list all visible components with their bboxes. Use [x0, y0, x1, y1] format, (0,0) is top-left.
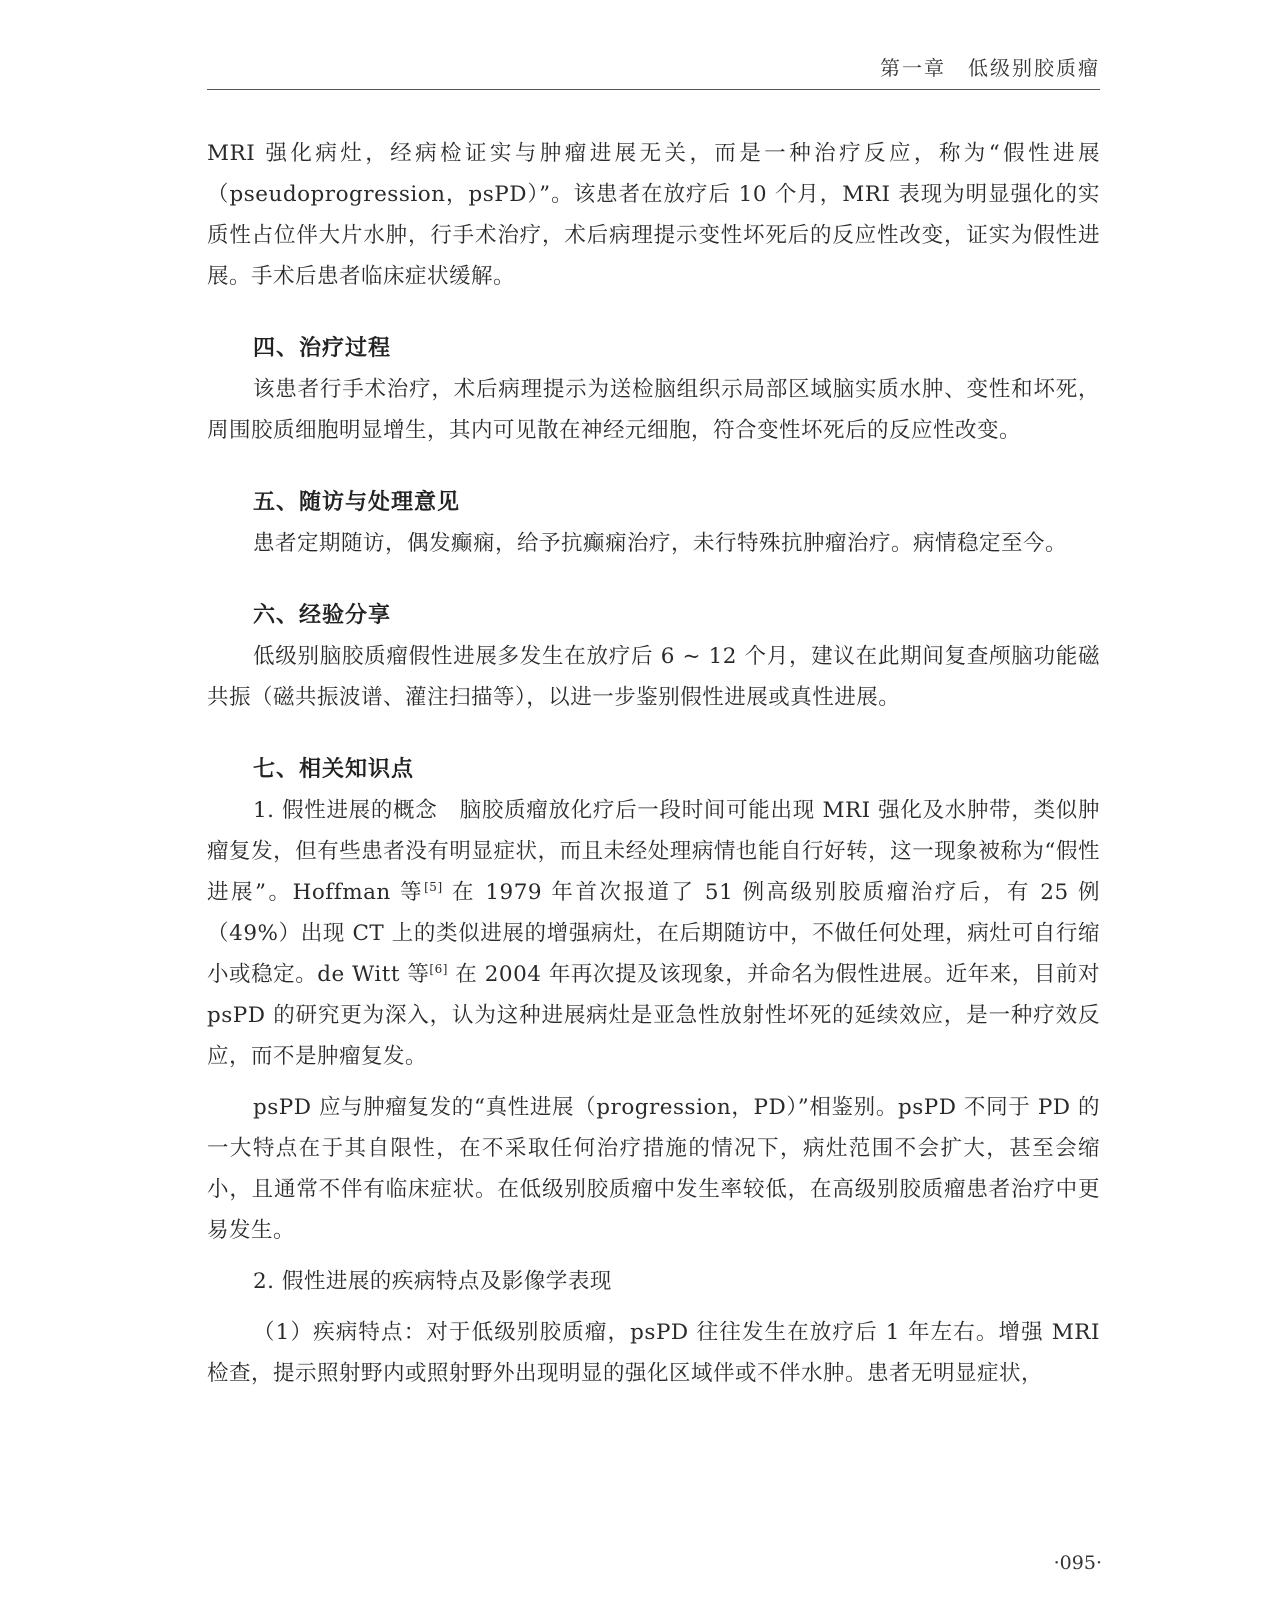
section-heading-treatment: 四、治疗过程 [253, 336, 392, 361]
page-content [207, 133, 1100, 1394]
paragraph-subheading-features: 2. 假性进展的疾病特点及影像学表现 [253, 1269, 612, 1294]
reference-6: [6] [429, 961, 448, 976]
section-heading-followup: 五、随访与处理意见 [253, 490, 461, 515]
page-number: ·095· [1053, 1552, 1102, 1574]
paragraph-pseudoprogression-concept [207, 790, 1100, 1077]
concept-text-part-3: 在 2004 年再次提及该现象，并命名为假性进展。近年来，目前对 psPD 的研究更为深入，认为这种进展病灶是亚急性放射性坏死的延续效应，是一种疗效反应，而不是肿瘤复发。 [207, 962, 1100, 1069]
reference-5: [5] [424, 879, 443, 894]
paragraph-intro: MRI 强化病灶，经病检证实与肿瘤进展无关，而是一种治疗反应，称为“假性进展（pseudoprogression，psPD）”。该患者在放疗后 10 个月，MRI 表现为明显强化的实质性占位伴大片水肿，行手术治疗，术后病理提示变性坏死后的反应性改变，证实为假性进展。手术后患者临床症状缓解。 [207, 141, 1100, 289]
paragraph-followup: 患者定期随访，偶发癫痫，给予抗癫痫治疗，未行特殊抗肿瘤治疗。病情稳定至今。 [253, 531, 1068, 556]
paragraph-pspd-vs-pd: psPD 应与肿瘤复发的“真性进展（progression，PD）”相鉴别。psPD 不同于 PD 的一大特点在于其自限性，在不采取任何治疗措施的情况下，病灶范围不会扩大，甚至会缩小，且通常不伴有临床症状。在低级别胶质瘤中发生率较低，在高级别胶质瘤患者治疗中更易发生。 [207, 1095, 1100, 1243]
section-heading-experience: 六、经验分享 [253, 603, 392, 628]
paragraph-disease-features: （1）疾病特点：对于低级别胶质瘤，psPD 往往发生在放疗后 1 年左右。增强 MRI 检查，提示照射野内或照射野外出现明显的强化区域伴或不伴水肿。患者无明显症状， [207, 1320, 1100, 1386]
chapter-title: 第一章 低级别胶质瘤 [880, 56, 1100, 80]
paragraph-treatment: 该患者行手术治疗，术后病理提示为送检脑组织示局部区域脑实质水肿、变性和坏死，周围胶质细胞明显增生，其内可见散在神经元细胞，符合变性坏死后的反应性改变。 [207, 377, 1100, 443]
concept-text-part-1: 1. 假性进展的概念 脑胶质瘤放化疗后一段时间可能出现 MRI 强化及水肿带，类似肿瘤复发，但有些患者没有明显症状，而且未经处理病情也能自行好转，这一现象被称为“假性进展”。Hoffman 等 [207, 798, 1100, 905]
page-header [207, 52, 1100, 90]
concept-text-part-2: 在 1979 年首次报道了 51 例高级别胶质瘤治疗后，有 25 例（49%）出现 CT 上的类似进展的增强病灶，在后期随访中，不做任何处理，病灶可自行缩小或稳定。de Witt 等 [207, 880, 1100, 987]
section-heading-knowledge: 七、相关知识点 [253, 757, 415, 782]
paragraph-experience: 低级别脑胶质瘤假性进展多发生在放疗后 6 ~ 12 个月，建议在此期间复查颅脑功能磁共振（磁共振波谱、灌注扫描等），以进一步鉴别假性进展或真性进展。 [207, 644, 1100, 710]
